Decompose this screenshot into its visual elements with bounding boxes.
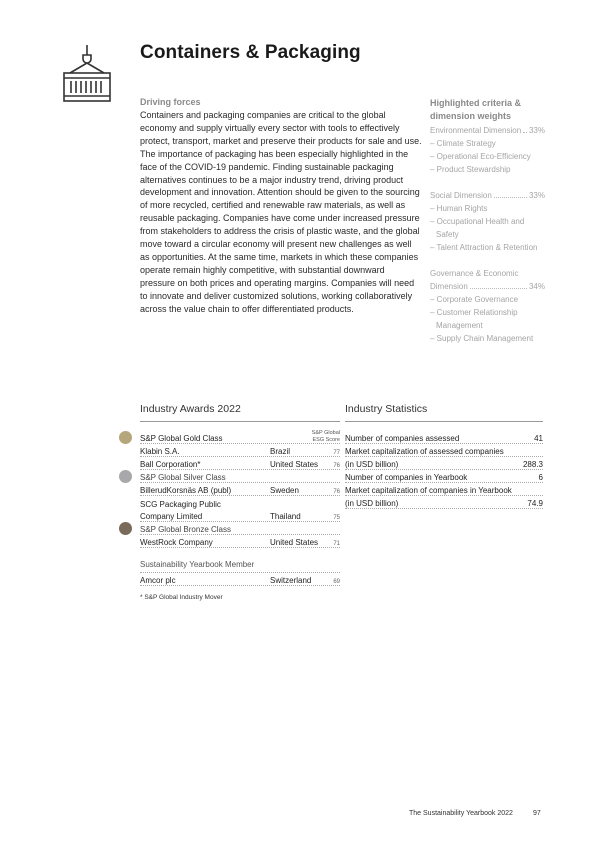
stat-row: Market capitalization of assessed companies [345,444,543,457]
footnote: * S&P Global Industry Mover [140,594,223,601]
table-row: SCG Packaging Public Company Limited Thailand 75 [140,496,340,522]
table-row: Amcor plc Switzerland 69 [140,573,340,586]
criteria-item: – Talent Attraction & Retention [430,242,538,252]
criteria-item: Safety [436,229,459,239]
governance-dimension: Dimension 34% [430,281,545,291]
esg-score-header: S&P Global ESG Score [311,430,340,443]
driving-forces-heading: Driving forces [140,97,201,107]
industry-statistics [345,403,543,509]
driving-forces-body: Containers and packaging companies are critical to the global economy and supply virtually every sector with tools to effectively protect, transport, market and preserve their products for sale and use. The importance of packaging has been especially highlighted in the face of the COVID-19 pandemic. Finding sustainable packaging alternatives continues to be a major industry trend, driving product development and innovation. Attention should be given to the sourcing of more recycled, certified and renewable raw materials, as well as reusable packaging. Companies have come under increased pressure from stakeholders to address the crisis of plastic waste, and the global move toward a circular economy will present new challenges as well as opportunities. At the same time, markets in which these companies operate remain highly competitive, with substantial downward pressure on both prices and operating margins. Companies will need to innovate and deliver customized solutions, working collaboratively across the value chain to offer differentiated products. [140,110,422,314]
page-title: Containers & Packaging [140,42,361,63]
criteria-item: – Human Rights [430,203,488,213]
stat-row: Number of companies assessed 41 [345,422,543,444]
stats-title: Industry Statistics [345,403,543,422]
table-row: Klabin S.A. Brazil 77 [140,444,340,457]
table-row: Ball Corporation* United States 76 [140,457,340,470]
gold-medal-icon [119,431,132,444]
stat-row: (in USD billion) 288.3 [345,457,543,470]
awards-title: Industry Awards 2022 [140,403,340,422]
criteria-item: – Operational Eco-Efficiency [430,151,531,161]
crane-container-icon [60,45,114,103]
stat-row: Number of companies in Yearbook 6 [345,470,543,483]
criteria-item: – Corporate Governance [430,294,519,304]
table-row: WestRock Company United States 71 [140,535,340,548]
criteria-item: – Supply Chain Management [430,333,534,343]
governance-dimension-label: Governance & Economic [430,268,519,278]
criteria-panel [430,97,545,345]
member-header: Sustainability Yearbook Member [140,560,340,573]
social-dimension: Social Dimension 33% [430,190,545,200]
bronze-class-header: S&P Global Bronze Class [140,522,340,535]
industry-awards [140,403,340,586]
criteria-heading: Highlighted criteria & dimension weights [430,98,522,121]
criteria-item: Management [436,320,483,330]
stat-row: (in USD billion) 74.9 [345,496,543,509]
criteria-item: – Occupational Health and [430,216,525,226]
gold-class-header: S&P Global Gold Class S&P Global ESG Score [140,422,340,444]
bronze-medal-icon [119,522,132,535]
environmental-dimension: Environmental Dimension 33% [430,125,545,135]
criteria-item: – Climate Strategy [430,138,496,148]
page-number: 97 [533,810,541,817]
silver-class-header: S&P Global Silver Class [140,470,340,483]
criteria-item: – Customer Relationship [430,307,518,317]
criteria-item: – Product Stewardship [430,164,511,174]
stat-row: Market capitalization of companies in Yearbook [345,483,543,496]
silver-medal-icon [119,470,132,483]
footer-text: The Sustainability Yearbook 2022 [409,810,513,817]
table-row: BillerudKorsnäs AB (publ) Sweden 76 [140,483,340,496]
